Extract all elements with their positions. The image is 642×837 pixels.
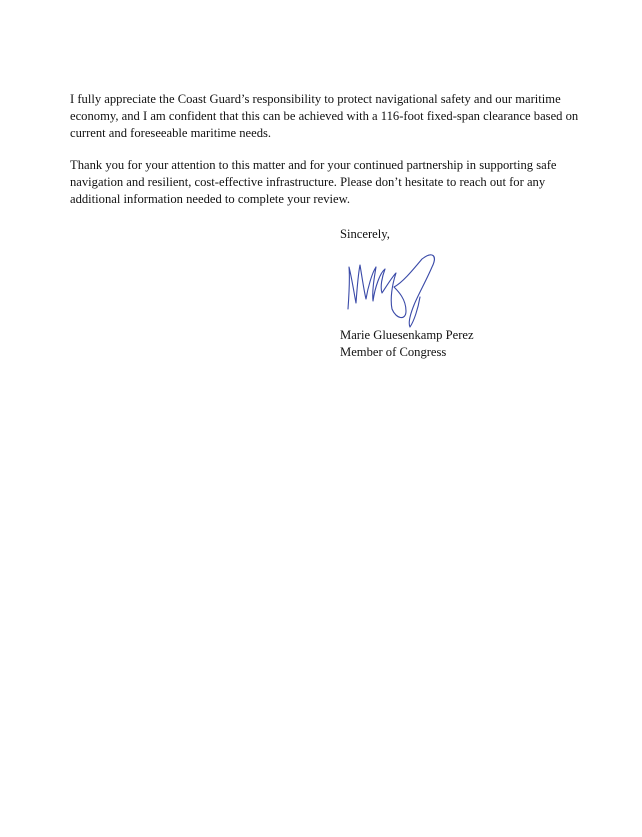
body-paragraph-2: Thank you for your attention to this matter and for your continued partnership in supporting safe navigation and resilient, cost-effective infrastructure. Please don’t hesitate to reach out for any additional information needed to complete your review. bbox=[70, 158, 557, 207]
signer-name: Marie Gluesenkamp Perez bbox=[340, 328, 474, 342]
closing-block bbox=[340, 226, 600, 243]
handwritten-signature bbox=[340, 247, 450, 331]
signer-block bbox=[340, 327, 600, 361]
closing-salutation: Sincerely, bbox=[340, 227, 390, 241]
signer-title: Member of Congress bbox=[340, 345, 447, 360]
body-paragraph-1: I fully appreciate the Coast Guard’s responsibility to protect navigational safety and our maritime economy, and I am confident that this can be achieved with a 116-foot fixed-span clearance based on current and foreseeable maritime needs. bbox=[70, 92, 579, 141]
